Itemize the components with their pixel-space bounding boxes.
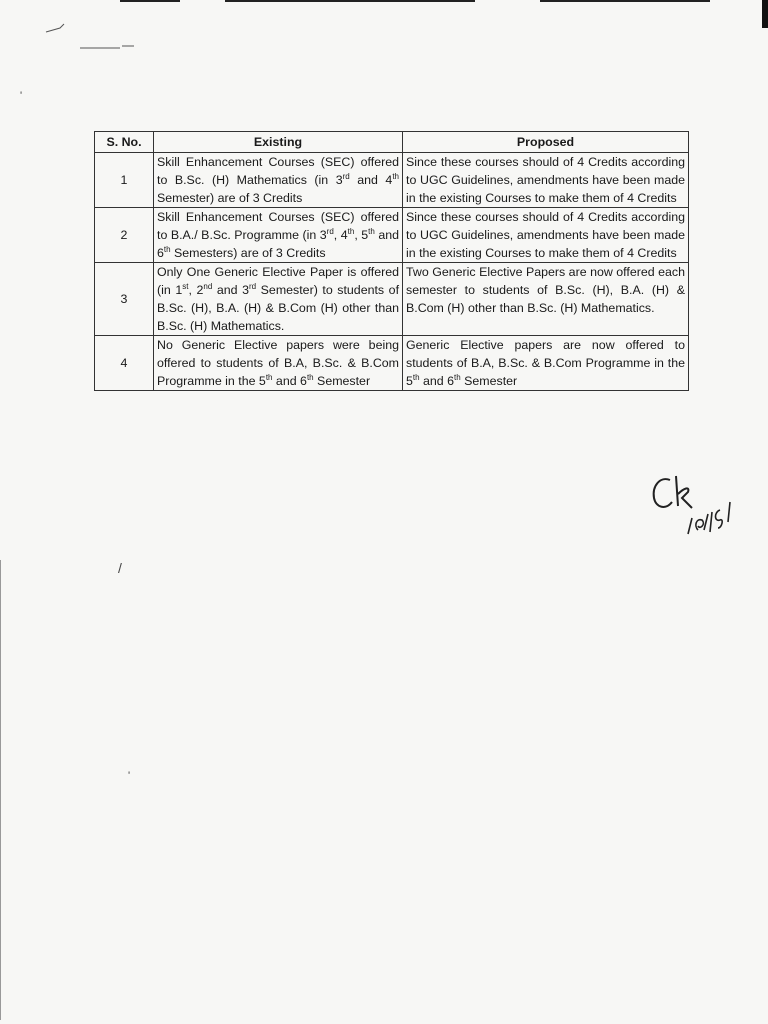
row-number: 3 xyxy=(95,263,154,336)
table-row xyxy=(95,153,689,208)
row-number: 4 xyxy=(95,336,154,391)
proposed-amendment: Two Generic Elective Papers are now offered each semester to students of B.Sc. (H), B.A. (H) & B.Com (H) other than B.Sc. (H) Mathematics. xyxy=(403,263,689,336)
scan-edge xyxy=(0,560,1,1020)
existing-provision: Skill Enhancement Courses (SEC) offered to B.Sc. (H) Mathematics (in 3rd and 4th Semester) are of 3 Credits xyxy=(154,153,403,208)
table-row xyxy=(95,336,689,391)
table-header-row xyxy=(95,132,689,153)
proposed-amendment: Generic Elective papers are now offered to students of B.A, B.Sc. & B.Com Programme in the 5th and 6th Semester xyxy=(403,336,689,391)
table-row xyxy=(95,208,689,263)
header-sno: S. No. xyxy=(95,132,154,153)
scan-scribble xyxy=(44,20,144,55)
amendments-table xyxy=(94,131,689,391)
header-existing: Existing xyxy=(154,132,403,153)
scan-mark: ' xyxy=(20,90,23,102)
row-number: 2 xyxy=(95,208,154,263)
existing-provision: Only One Generic Elective Paper is offered (in 1st, 2nd and 3rd Semester) to students of B.Sc. (H), B.A. (H) & B.Com (H) other than B.Sc. (H) Mathematics. xyxy=(154,263,403,336)
row-number: 1 xyxy=(95,153,154,208)
header-proposed: Proposed xyxy=(403,132,689,153)
scan-top-rule xyxy=(225,0,475,2)
proposed-amendment: Since these courses should of 4 Credits according to UGC Guidelines, amendments have been made in the existing Courses to make them of 4 Credits xyxy=(403,153,689,208)
table-row xyxy=(95,263,689,336)
scan-edge xyxy=(762,0,768,28)
handwritten-signature xyxy=(648,472,743,542)
scan-mark: ' xyxy=(128,770,131,782)
scan-top-rule xyxy=(540,0,710,2)
scan-top-rule xyxy=(120,0,180,2)
scan-mark: / xyxy=(118,560,122,576)
existing-provision: No Generic Elective papers were being offered to students of B.A, B.Sc. & B.Com Programme in the 5th and 6th Semester xyxy=(154,336,403,391)
proposed-amendment: Since these courses should of 4 Credits according to UGC Guidelines, amendments have been made in the existing Courses to make them of 4 Credits xyxy=(403,208,689,263)
existing-provision: Skill Enhancement Courses (SEC) offered to B.A./ B.Sc. Programme (in 3rd, 4th, 5th and 6th Semesters) are of 3 Credits xyxy=(154,208,403,263)
